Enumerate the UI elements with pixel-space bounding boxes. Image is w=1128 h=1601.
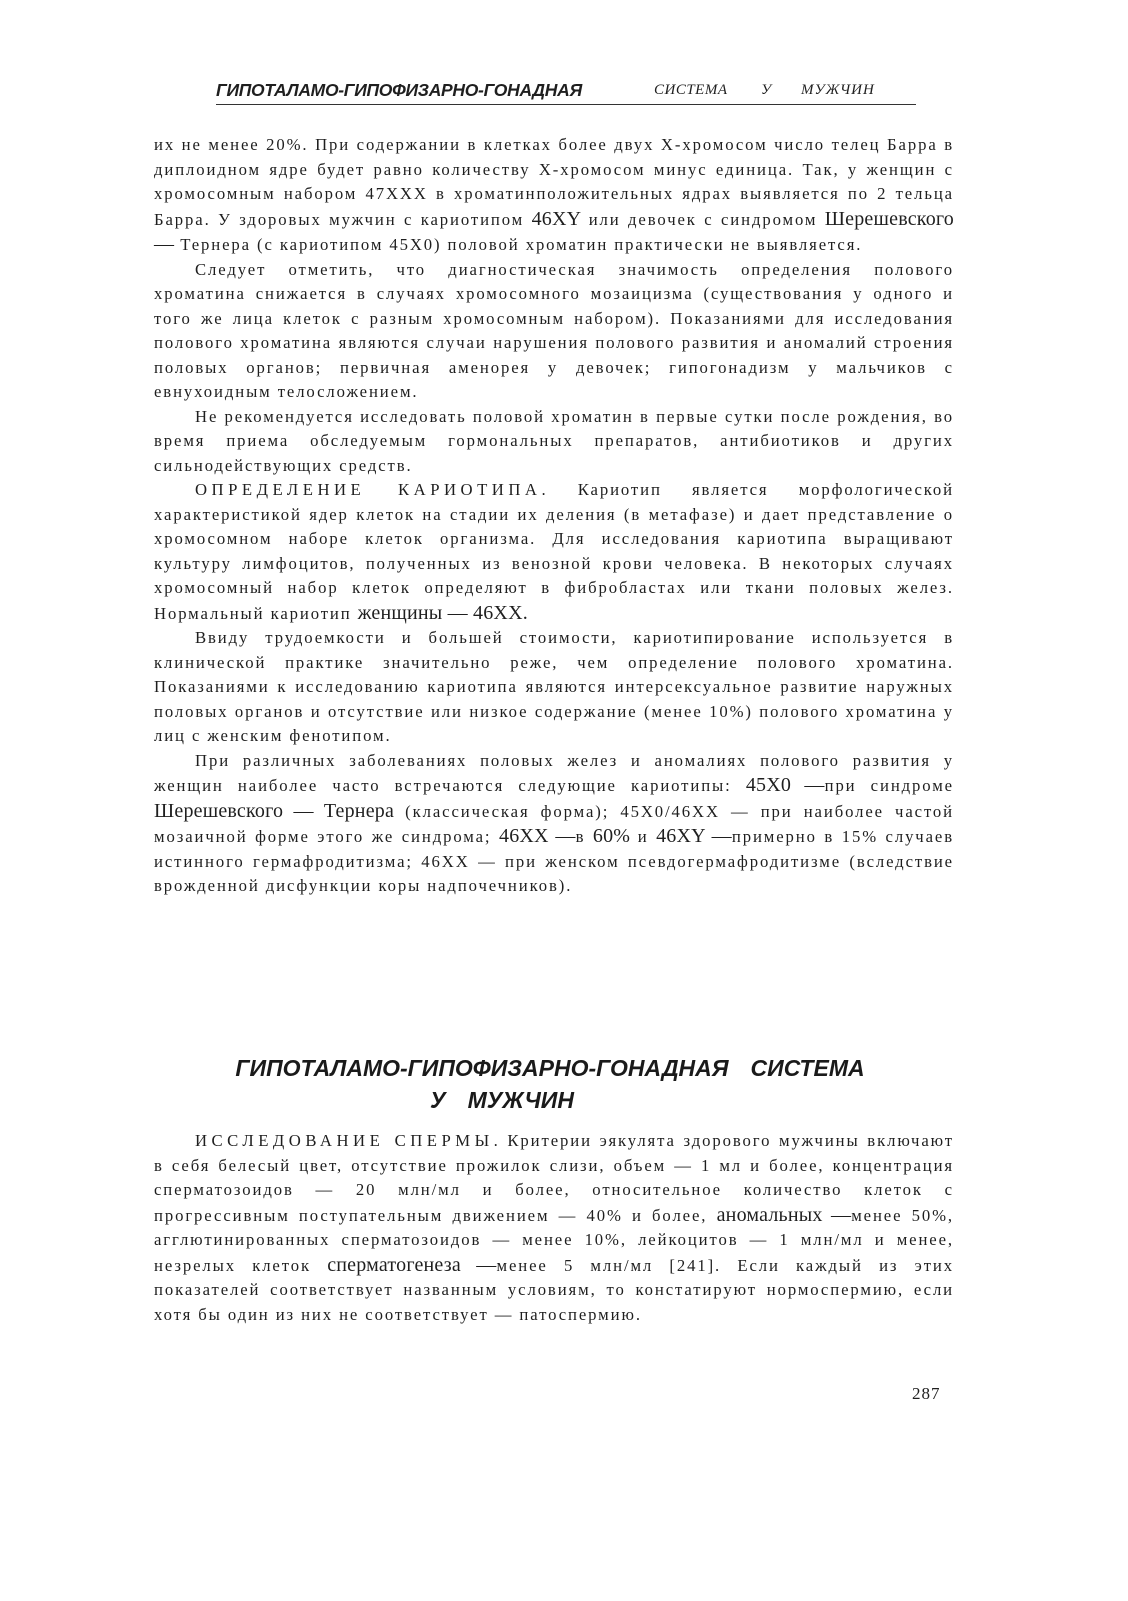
running-header-part4: МУЖЧИН [801, 82, 875, 98]
p7-text-a: . Критерии эякулята здорового мужчины включают в себя белесый цвет, отсутствие прожилок слизи, объем — 1 мл и более, концентрация сперматозоидов — 20 млн/мл и более, относительное количество клеток с прогрессивным поступательным движением — 40% и более, [154, 1131, 954, 1225]
paragraph-4 [154, 478, 954, 626]
running-header-part2: СИСТЕМА [654, 82, 728, 98]
section-title-part2: СИСТЕМА [750, 1055, 865, 1081]
paragraph-6 [154, 749, 954, 899]
p6-shereshevsky-turner: Шерешевского — Тернера [154, 799, 395, 822]
text-block-upper [154, 133, 954, 899]
p6-60-percent: 60% [592, 825, 631, 847]
p1-text-b: или девочек с синдромом [581, 209, 825, 229]
p4-heading: ОПРЕДЕЛЕНИЕ КАРИОТИПА [195, 480, 542, 499]
p6-text-a: При различных заболеваниях половых желез и аномалиях полового развития у женщин наиболее часто встречаются следующие кариотипы: [154, 750, 954, 795]
paragraph-1 [154, 133, 954, 258]
section-title-part1: ГИПОТАЛАМО-ГИПОФИЗАРНО-ГОНАДНАЯ [235, 1055, 729, 1081]
p6-46xx: 46XX — [499, 825, 576, 847]
paragraph-5: Ввиду трудоемкости и большей стоимости, кариотипирование используется в клинической практике значительно реже, чем определение полового хроматина. Показаниями к исследованию кариотипа являются интерсексуальное развитие наружных половых органов и отсутствие или низкое содержание (менее 10%) полового хроматина у лиц с женским фенотипом. [154, 628, 954, 745]
p7-text-c: менее 5 млн/мл [241]. Если каждый из этих показателей соответствует названным условиям, то констатируют нормоспермию, если хотя бы один из них не соответствует — патоспермию. [154, 1255, 954, 1324]
p6-text-b: при синдроме [824, 776, 954, 795]
p7-abnormal: аномальных — [716, 1203, 852, 1226]
p7-heading: ИССЛЕДОВАНИЕ СПЕРМЫ [195, 1131, 494, 1150]
p6-46xy: 46XY — [656, 825, 732, 847]
p6-text-f: примерно в 15% случаев истинного гермафродитизма; 46XX — при женском псевдогермафродитизме (вследствие врожденной дисфункции коры надпочечников). [154, 827, 954, 895]
p6-text-c: (классическая форма); 45X0/46XX — при наиболее частой мозаичной форме этого же синдрома; [154, 801, 954, 846]
p4-normal-karyotype: женщины — 46XX. [357, 601, 528, 624]
page-number: 287 [912, 1384, 941, 1403]
paragraph-3: Не рекомендуется исследовать половой хроматин в первые сутки после рождения, во время приема обследуемым гормональных препаратов, антибиотиков и других сильнодействующих средств. [154, 406, 954, 475]
paragraph-2: Следует отметить, что диагностическая значимость определения полового хроматина снижается в случаях хромосомного мозаицизма (существования у одного и того же лица клеток с разным хромосомным набором). Показаниями для исследования полового хроматина являются случаи нарушения полового развития и аномалий строения половых органов; первичная аменорея у девочек; гипогонадизм у мальчиков с евнухоидным телосложением. [154, 259, 954, 401]
section-title-part4: МУЖЧИН [467, 1087, 574, 1113]
p6-45x0: 45Х0 — [745, 774, 825, 796]
p7-text-b: менее 50%, агглютинированных сперматозоидов — менее 10%, лейкоцитов — 1 млн/мл и менее, незрелых клеток [154, 1205, 954, 1275]
running-header-part1: ГИПОТАЛАМО-ГИПОФИЗАРНО-ГОНАДНАЯ [216, 80, 582, 100]
p1-shereshevsky: Шерешевского — [154, 207, 954, 255]
p6-text-d: в [575, 827, 593, 846]
p1-text-a: их не менее 20%. При содержании в клетках более двух Х-хромосом число телец Барра в диплоидном ядре будет равно количеству Х-хромосом минус единица. Так, у женщин с хромосомным набором 47XXX в хроматинположительных ядрах выявляется по 2 тельца Барра. У здоровых мужчин с кариотипом [154, 135, 954, 229]
paragraph-7 [154, 1129, 954, 1327]
p4-text: . Кариотип является морфологической характеристикой ядер клеток на стадии их деления (в метафазе) и дает представление о хромосомном наборе клеток организма. Для исследования кариотипа выращивают культуру лимфоцитов, полученных из венозной крови человека. В некоторых случаях хромосомный набор клеток определяют в фибробластах или ткани половых желез. Нормальный кариотип [154, 480, 954, 623]
p1-karyotype-46xy: 46XY [531, 207, 582, 230]
p6-text-e: и [630, 827, 657, 846]
text-block-lower [154, 1129, 954, 1327]
section-title-part3: У [430, 1087, 446, 1113]
running-header-part3: У [761, 82, 772, 98]
section-title [140, 1052, 960, 1116]
p1-text-c: Тернера (с кариотипом 45Х0) половой хроматин практически не выявляется. [174, 235, 863, 254]
running-header [216, 80, 916, 105]
p7-spermatogenesis: сперматогенеза — [327, 1253, 497, 1276]
